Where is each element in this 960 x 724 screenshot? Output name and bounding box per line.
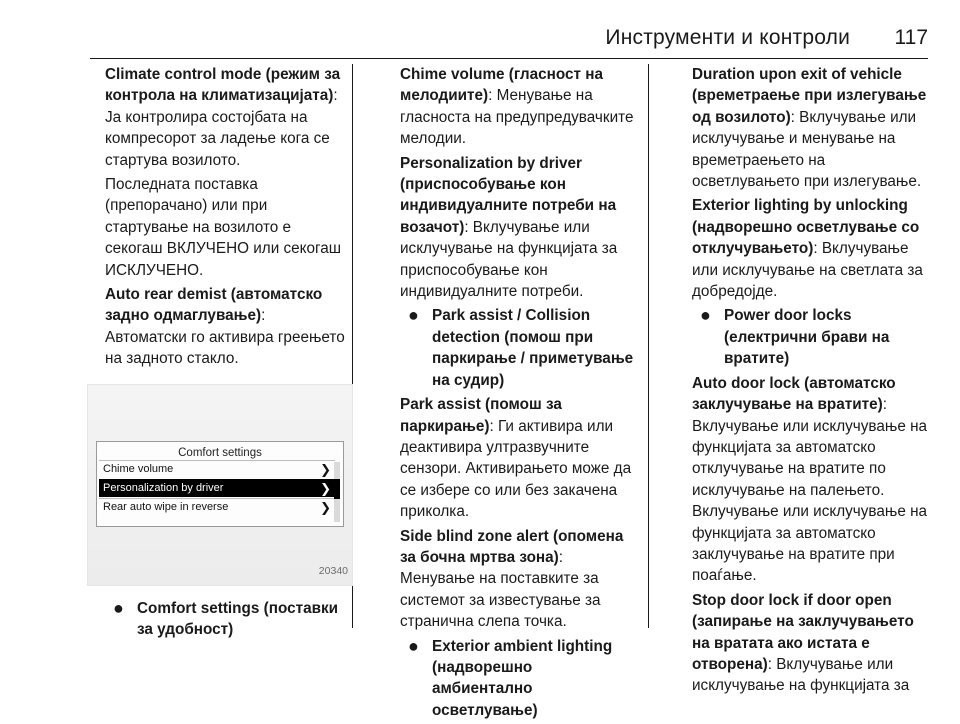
auto-door-lock-term: Auto door lock (автоматско заклучување на вратите) (692, 374, 896, 414)
exterior-lighting-term: Exterior ambient lighting (надворешно амбиентално осветлување) (432, 637, 613, 719)
demist-term: Auto rear demist (автоматско задно одмаглување) (105, 286, 323, 325)
climate-paragraph-2: Последната поставка (препорачано) или при стартување на возилото е секогаш ВКЛУЧЕНО или секогаш ИСКЛУЧЕНО. (105, 176, 342, 279)
personalization-term: Personalization by driver (приспособување кон индивидуалните потреби на возачот) (400, 154, 617, 236)
comfort-item (105, 598, 345, 641)
park-term: Park assist / Collision detection (помош при паркирање / приметување на судир) (432, 307, 634, 389)
page-header (0, 0, 960, 56)
power-door-locks-item (692, 305, 932, 369)
park-assist-term: Park assist (помош за паркирање) (400, 396, 562, 435)
duration-term: Duration upon exit of vehicle (времетраење при излегување од возилото) (692, 66, 927, 126)
display-title: Comfort settings (178, 446, 262, 459)
stop-door-lock-body: : Вклучување или исклучување на функцијата за (692, 655, 910, 695)
personalization-body: : Вклучување или исклучување на функцијата за приспособување кон индивидуалните потреби. (400, 218, 618, 301)
stop-door-lock-paragraph (692, 590, 932, 697)
display-row-rear-wipe (99, 498, 335, 516)
column-2 (400, 64, 635, 724)
duration-body: : Вклучување или исклучување и менување на времетраењето на осветлувањето при излегување. (692, 108, 922, 191)
chevron-right-icon: ❯ (320, 461, 331, 477)
demist-body: : Автоматски го активира греењето на задното стакло. (105, 307, 345, 368)
blind-zone-paragraph (400, 526, 635, 633)
climate-paragraph (105, 64, 345, 171)
chime-paragraph (400, 64, 635, 150)
exterior-lighting-item (400, 636, 635, 722)
section-title: Инструменти и контроли (605, 26, 850, 49)
bullet-icon: ● (408, 305, 419, 326)
column-3 (692, 64, 932, 700)
park-assist-paragraph (400, 394, 635, 522)
auto-door-lock-paragraph (692, 373, 932, 587)
chime-term: Chime volume (гласност на мелодиите) (400, 66, 603, 105)
blind-zone-term: Side blind zone alert (опомена за бочна мртва зона) (400, 527, 624, 566)
chevron-right-icon: ❯ (320, 499, 331, 515)
comfort-term: Comfort settings (поставки за удобност) (137, 599, 339, 639)
display-row-label: Chime volume (103, 462, 174, 475)
header-rule (90, 58, 928, 59)
park-item (400, 305, 635, 391)
climate-term: Climate control mode (режим за контрола на климатизацијата) (105, 66, 341, 105)
auto-door-lock-body: : Вклучување или исклучување на функцијата за автоматско отклучување на вратите по исклучување на палењето. Вклучување или исклучување на функцијата за автоматско заклучување на вратите при поаѓање. (692, 396, 928, 585)
blind-zone-body: : Менување на поставките за системот за известување за странична слепа точка. (400, 548, 601, 631)
page-number: 117 (894, 26, 928, 49)
display-row-chime-volume (99, 460, 335, 478)
column-divider-2 (648, 64, 649, 628)
comfort-settings-figure (87, 384, 353, 586)
display-panel (96, 441, 344, 527)
bullet-icon: ● (408, 635, 419, 656)
chime-body: : Менување на гласноста на предупредувачките мелодии. (400, 87, 634, 148)
duration-paragraph (692, 64, 932, 192)
personalization-paragraph (400, 153, 635, 303)
unlock-lighting-paragraph (692, 195, 932, 302)
park-assist-body: : Ги активира или деактивира ултразвучните сензори. Активирањето може да се избере со или без закачена приколка. (400, 417, 632, 521)
bullet-icon: ● (700, 305, 711, 326)
display-row-label: Rear auto wipe in reverse (103, 500, 229, 513)
unlock-lighting-body: : Вклучување или исклучување на светлата за добредојде. (692, 240, 923, 301)
display-row-personalization (99, 479, 335, 497)
bullet-icon: ● (113, 597, 124, 618)
display-scroll-thumb (334, 479, 340, 499)
power-door-locks-term: Power door locks (електрични брави на вратите) (724, 307, 890, 368)
column-1 (103, 64, 348, 644)
figure-number: 20340 (318, 565, 348, 578)
unlock-lighting-term: Exterior lighting by unlocking (надворешно осветлување со отклучувањето) (692, 197, 920, 258)
climate-body: : Ја контролира состојбата на компресорот за ладење кога се стартува возилото. (105, 87, 338, 169)
display-row-label: Personalization by driver (103, 481, 224, 494)
demist-paragraph (105, 284, 345, 370)
stop-door-lock-term: Stop door lock if door open (запирање на заклучувањето на вратата ако истата е отворена) (692, 591, 914, 673)
chevron-right-icon: ❯ (320, 480, 331, 496)
